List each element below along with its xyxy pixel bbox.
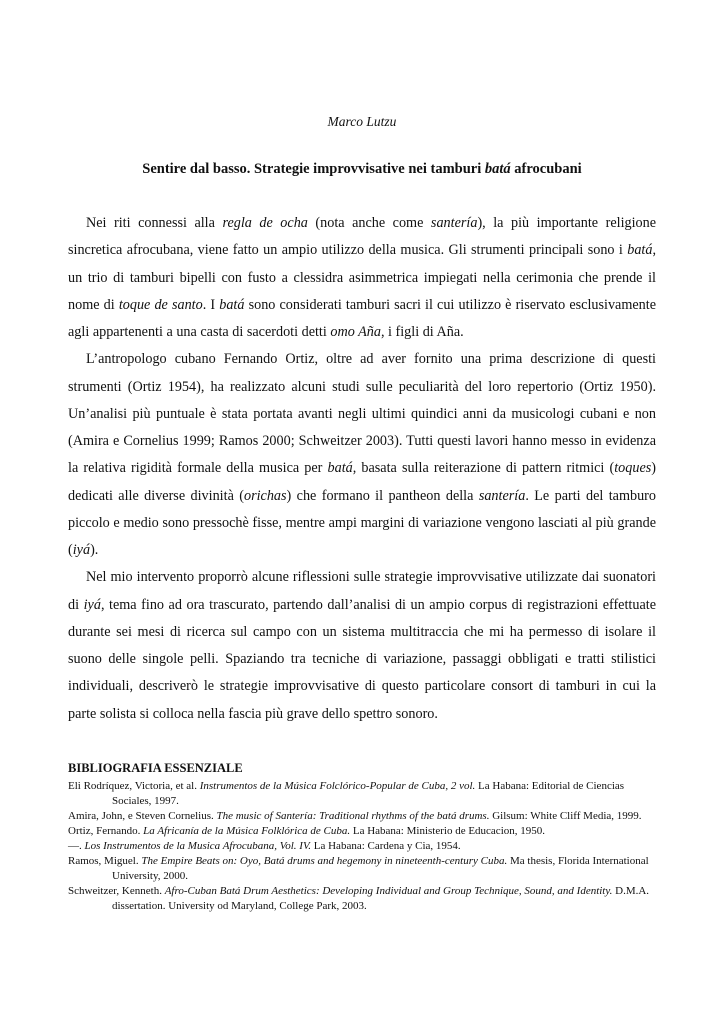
text-run: ), la più importante religione sincretica afrocubana, viene fatto un ampio utilizzo della musica. Gli strumenti principali sono i: [68, 215, 657, 259]
italic-term: regla de ocha: [222, 215, 308, 231]
text-run: ) che formano il pantheon della: [286, 487, 479, 504]
italic-term: iyá: [83, 596, 101, 613]
text-run: , tema fino ad ora trascurato, partendo dall’analisi di un ampio corpus di registrazioni effettuate durante sei mesi di ricerca sul campo con un sistema multitraccia che mi ha permesso di isolare il suono delle singole pelli. Spaziando tra tecniche di variazione, passaggi obbligati e tratti stilistici individuali, descriverò le strategie improvvisative di questo particolare consort di tamburi in cui la parte solista si colloca nella fascia più grave dello spettro sonoro.: [68, 596, 656, 722]
text-run: La Habana: Editorial de Ciencias Sociales, 1997.: [112, 780, 625, 807]
italic-term: toques: [614, 460, 652, 477]
abstract-body: [68, 210, 656, 728]
text-run: ).: [90, 542, 99, 558]
italic-term: La Africanía de la Música Folklórica de Cuba.: [143, 825, 351, 837]
italic-term: santería: [478, 487, 526, 504]
text-run: D.M.A. dissertation. University od Maryland, College Park, 2003.: [112, 885, 650, 912]
body-paragraph: [68, 346, 656, 564]
italic-term: toque de santo: [118, 296, 203, 313]
text-run: Nei riti connessi alla: [86, 215, 223, 231]
text-run: La Habana: Cardena y Cia, 1954.: [311, 840, 461, 852]
italic-term: iyá: [72, 542, 91, 558]
bibliography-entry: [68, 854, 656, 884]
bibliography-entry: [68, 884, 656, 914]
italic-term: orichas: [243, 487, 287, 504]
italic-term: batá: [219, 296, 245, 313]
italic-term: batá: [627, 242, 653, 259]
body-paragraph: [68, 210, 656, 346]
bibliography-section: [68, 760, 656, 914]
text-run: , un trio di tamburi bipelli con fusto a clessidra asimmetrica impiegati nella cerimonia che prende il nome di: [68, 242, 656, 313]
text-run: , basata sulla reiterazione di pattern ritmici (: [352, 460, 615, 477]
author-name: Marco Lutzu: [327, 114, 397, 129]
paper-title: [68, 161, 656, 178]
text-run: —.: [68, 840, 85, 852]
text-run: Ramos, Miguel.: [68, 855, 142, 867]
text-run: Schweitzer, Kenneth.: [68, 885, 165, 897]
bibliography-heading: BIBLIOGRAFIA ESSENZIALE: [68, 761, 243, 775]
text-run: Nel mio intervento proporrò alcune riflessioni sulle strategie improvvisative utilizzate dai suonatori di: [68, 569, 656, 613]
italic-term: omo Aña: [330, 324, 381, 340]
italic-term: Instrumentos de la Música Folclórico-Popular de Cuba, 2 vol.: [199, 780, 476, 792]
title-text-start: Sentire dal basso. Strategie improvvisative nei tamburi: [142, 161, 485, 177]
bibliography-list: [68, 779, 656, 914]
text-run: (nota anche come: [307, 215, 431, 231]
text-run: ) dedicati alle diverse divinità (: [68, 460, 656, 504]
bibliography-entry: [68, 809, 656, 824]
text-run: , i figli di Aña.: [380, 324, 464, 340]
bibliography-entry: [68, 839, 656, 854]
text-run: . I: [202, 296, 220, 313]
text-run: Gilsum: White Cliff Media, 1999.: [489, 810, 642, 822]
body-paragraph: [68, 564, 656, 728]
text-run: La Habana: Ministerio de Educacion, 1950.: [350, 825, 545, 837]
text-run: Eli Rodríquez, Victoria, et al.: [68, 780, 200, 792]
italic-term: The Empire Beats on: Oyo, Batá drums and hegemony in nineteenth-century Cuba.: [141, 855, 508, 867]
title-text-italic: batá: [484, 161, 511, 177]
text-run: L’antropologo cubano Fernando Ortiz, oltre ad aver fornito una prima descrizione di questi strumenti (Ortiz 1954), ha realizzato alcuni studi sulle peculiarità del loro repertorio (Ortiz 1950). Un’analisi più puntuale è stata portata avanti negli ultimi quindici anni da musicologi cubani e non (Amira e Cornelius 1999; Ramos 2000; Schweitzer 2003). Tutti questi lavori hanno messo in evidenza la relativa rigidità formale della musica per: [68, 351, 656, 477]
text-run: Ma thesis, Florida International University, 2000.: [112, 855, 649, 882]
italic-term: Los Instrumentos de la Musica Afrocubana, Vol. IV.: [84, 840, 312, 852]
italic-term: The music of Santería: Traditional rhythms of the batá drums.: [216, 810, 490, 822]
text-run: . Le parti del tamburo piccolo e medio sono pressochè fisse, mentre ampi margini di variazione vengono lasciati al più grande (: [68, 487, 657, 558]
italic-term: Afro-Cuban Batá Drum Aesthetics: Developing Individual and Group Technique, Sound, and Identity.: [164, 885, 613, 897]
italic-term: santería: [430, 215, 478, 231]
italic-term: batá: [327, 460, 353, 477]
text-run: sono considerati tamburi sacri il cui utilizzo è riservato esclusivamente agli appartenenti a una casta di sacerdoti detti: [68, 296, 657, 340]
bibliography-entry: [68, 779, 656, 809]
text-run: Amira, John, e Steven Cornelius.: [68, 810, 217, 822]
text-run: Ortiz, Fernando.: [68, 825, 144, 837]
bibliography-entry: [68, 824, 656, 839]
title-text-end: afrocubani: [510, 161, 582, 177]
